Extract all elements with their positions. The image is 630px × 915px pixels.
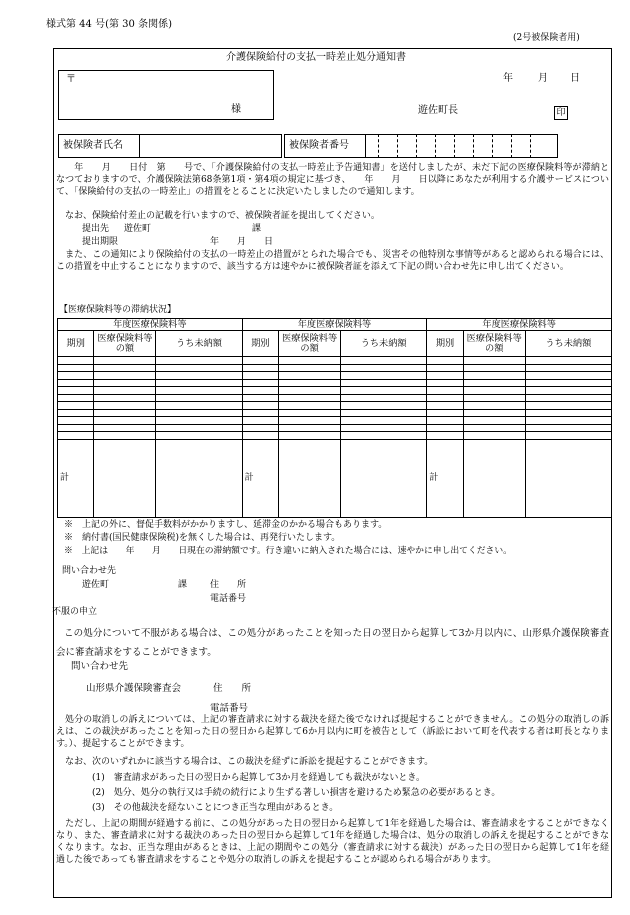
number-digit-cell	[498, 134, 512, 158]
note-fee: ※ 上記の外に、督促手数料がかかりますし、延滞金のかかる場合もあります。	[64, 520, 388, 530]
form-number: 様式第 44 号(第 30 条関係)	[46, 19, 172, 30]
submit-section-suffix: 課	[252, 224, 262, 234]
table-row	[58, 417, 612, 425]
arrears-heading: 【医療保険料等の滞納状況】	[59, 305, 177, 315]
contact-phone-label: 電話番号	[210, 594, 247, 604]
appeal-heading: 不服の申立	[52, 607, 98, 617]
total-label: 計	[427, 439, 463, 518]
appeal-phone-label: 電話番号	[210, 703, 249, 714]
total-label: 計	[242, 439, 278, 518]
addressee-suffix: 様	[231, 104, 241, 115]
note-reissue: ※ 納付書(国民健康保険税)を無くした場合は、再発行いたします。	[64, 533, 341, 543]
amount-header: 医療保険料等の額	[94, 331, 156, 357]
contact-section-suffix: 課	[178, 580, 188, 590]
table-row	[58, 372, 612, 380]
postal-mark: 〒	[66, 74, 76, 85]
insured-number-label: 被保険者番号	[284, 134, 366, 158]
table-row	[58, 409, 612, 417]
insured-name-label: 被保険者氏名	[58, 134, 140, 158]
time-limit-paragraph: ただし、上記の期間が経過する前に、この処分があった日の翌日から起算して1年を経過した場合は、審査請求をすることができなくなり、また、審査請求に対する裁決のあった日の翌日から起算して1年を経過した場合は、処分の取消しの訴えを提起することができなくなります。なお、正当な理由があるときは、上記の期間やこの処分（審査請求に対する裁決）があった日の翌日から起算して1年を経過した後であっても審査請求をすることや処分の取消しの訴えを提起することが認められる場合があります。	[56, 819, 609, 865]
number-digit-cell	[422, 134, 436, 158]
document-title: 介護保険給付の支払一時差止処分通知書	[226, 52, 406, 63]
number-digit-cell	[479, 134, 493, 158]
table-row	[58, 379, 612, 387]
suspension-paragraph: また、この通知により保険給付の支払の一時差止の措置がとられた場合でも、災害その他特別な事情等があると認められる場合には、この措置を中止することになりますので、該当する方は速やかに被保険者証を添えて下記の問い合わせ先に申し出てください。	[56, 250, 609, 272]
exception-item: (2) 処分、処分の執行又は手続の続行により生ずる著しい損害を避けるため緊急の必要があるとき。	[92, 788, 501, 798]
table-row	[58, 387, 612, 395]
unpaid-header: うち未納額	[525, 331, 611, 357]
insured-name-field[interactable]	[139, 134, 282, 158]
contact-address-label: 住 所	[210, 580, 247, 590]
exception-item: (3) その他裁決を経ないことにつき正当な理由があるとき。	[92, 803, 339, 813]
unpaid-header: うち未納額	[341, 331, 427, 357]
number-digit-cell	[403, 134, 417, 158]
period-header: 期別	[427, 331, 463, 357]
submission-paragraph: なお、保険給付差止の記載を行いますので、被保険者証を提出してください。	[56, 211, 380, 221]
exception-item: (1) 審査請求があった日の翌日から起算して3か月を経過しても裁決がないとき。	[92, 773, 426, 783]
fiscal-year-header: 年度医療保険料等	[242, 319, 427, 331]
date-day: 日	[570, 73, 580, 84]
fiscal-year-header: 年度医療保険料等	[58, 319, 243, 331]
table-row	[58, 402, 612, 410]
table-row	[58, 424, 612, 432]
total-row	[58, 439, 612, 518]
period-header: 期別	[58, 331, 94, 357]
table-row	[58, 432, 612, 440]
number-digit-cell	[460, 134, 474, 158]
period-header: 期別	[242, 331, 278, 357]
amount-header: 医療保険料等の額	[463, 331, 525, 357]
lawsuit-paragraph: 処分の取消しの訴えについては、上記の審査請求に対する裁決を経た後でなければ提起することができません。この処分の取消しの訴えは、この裁決があったことを知った日の翌日から起算して6か月以内に町を被告として（訴訟において町を代表する者は町長となります。）、提起することができます。	[56, 715, 609, 749]
number-digit-cell	[441, 134, 455, 158]
total-label: 計	[58, 439, 94, 518]
unpaid-header: うち未納額	[156, 331, 242, 357]
number-digit-cell	[365, 134, 379, 158]
insured-category: (2号被保険者用)	[513, 33, 580, 43]
submit-to-label: 提出先	[82, 224, 110, 234]
deadline-date: 年 月 日	[210, 237, 274, 247]
number-digit-cell	[384, 134, 398, 158]
official-seal: 印	[554, 106, 568, 120]
date-month: 月	[538, 73, 548, 84]
lawsuit-exceptions-intro: なお、次のいずれかに該当する場合は、この裁決を経ずに訴訟を提起することができます。	[56, 757, 434, 767]
number-digit-cell	[517, 134, 531, 158]
arrears-table	[57, 318, 612, 518]
appeal-text: この処分について不服がある場合は、この処分があったことを知った日の翌日から起算して3か月以内に、山形県介護保険審査会に審査請求をすることができます。	[56, 628, 609, 658]
table-row	[58, 364, 612, 372]
fiscal-year-header: 年度医療保険料等	[427, 319, 612, 331]
table-row	[58, 394, 612, 402]
table-row	[58, 357, 612, 365]
notice-paragraph: 年 月 日付 第 号で、「介護保険給付の支払一時差止予告通知書」を送付しましたが、未だ下記の医療保険料等が滞納となつておりますので、介護保険法第68条第1項・第4項の規定に基づき、 年 月 日以降にあなたが利用する介護サービスについて、「保険給付の支払の一時差止」の措置をとることに決定いたしましたので通知します。	[56, 163, 609, 197]
deadline-label: 提出期限	[82, 237, 119, 247]
issuer: 遊佐町長	[418, 105, 458, 116]
addressee-box	[58, 70, 274, 120]
date-year: 年	[503, 73, 513, 84]
appeal-address-label: 住 所	[213, 683, 252, 694]
contact-town: 遊佐町	[82, 580, 110, 590]
submit-to-value: 遊佐町	[124, 224, 152, 234]
amount-header: 医療保険料等の額	[279, 331, 341, 357]
appeal-org: 山形県介護保険審査会	[86, 683, 182, 694]
note-as-of-date: ※ 上記は 年 月 日現在の滞納額です。行き違いに納入された場合には、速やかに申し出てください。	[64, 546, 512, 556]
appeal-contact-label: 問い合わせ先	[71, 661, 129, 672]
contact-label: 問い合わせ先	[62, 566, 117, 576]
